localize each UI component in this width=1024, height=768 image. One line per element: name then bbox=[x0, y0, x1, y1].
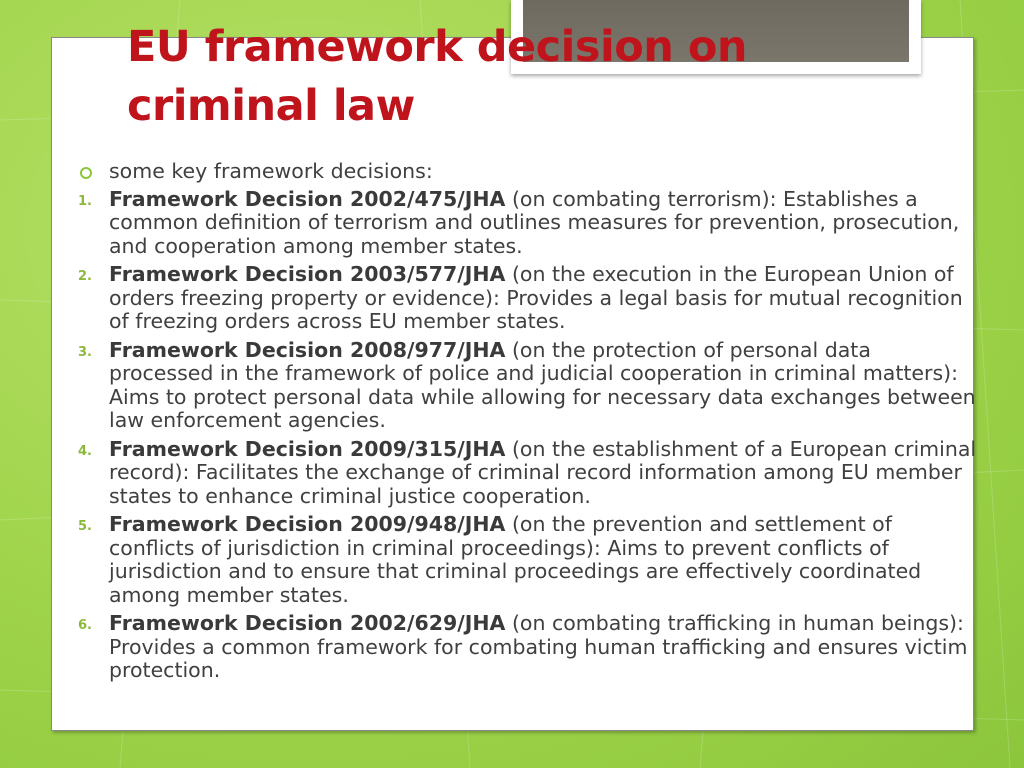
list-item bbox=[78, 513, 978, 607]
intro-bullet bbox=[78, 160, 978, 184]
decision-description: (on combating terrorism): Establishes a common definition of terrorism and outlines measures for prevention, prosecution, and cooperation among member states. bbox=[109, 186, 960, 258]
slide-title: EU framework decision on criminal law bbox=[127, 22, 747, 131]
list-item bbox=[78, 612, 978, 683]
decision-code: Framework Decision 2002/475/JHA bbox=[109, 186, 506, 211]
list-item bbox=[78, 438, 978, 509]
list-item-number: 4. bbox=[78, 443, 92, 459]
decision-code: Framework Decision 2008/977/JHA bbox=[109, 337, 506, 362]
slide-body bbox=[78, 160, 978, 688]
list-item-number: 1. bbox=[78, 193, 92, 209]
decision-description: (on the prevention and settlement of conflicts of jurisdiction in criminal proceedings): Aims to prevent conflicts of jurisdiction and to ensure that criminal proceedings are effectively coordinated among member states. bbox=[109, 512, 922, 607]
list-item-number: 3. bbox=[78, 344, 92, 360]
decision-code: Framework Decision 2003/577/JHA bbox=[109, 262, 506, 286]
ring-bullet-icon bbox=[80, 167, 92, 179]
decision-code: Framework Decision 2009/948/JHA bbox=[109, 512, 506, 536]
decision-description: (on the execution in the European Union of orders freezing property or evidence): Provides a legal basis for mutual recognition of freezing orders across EU member states. bbox=[109, 262, 963, 333]
decision-description: (on combating trafficking in human beings): Provides a common framework for combating human trafficking and ensures victim protection. bbox=[109, 611, 968, 682]
decision-code: Framework Decision 2002/629/JHA bbox=[109, 611, 506, 635]
intro-text: some key framework decisions: bbox=[109, 159, 433, 183]
list-item-number: 6. bbox=[78, 618, 92, 633]
list-item bbox=[78, 263, 978, 334]
list-item-number: 2. bbox=[78, 269, 92, 284]
list-item bbox=[78, 339, 978, 433]
decision-description: (on the establishment of a European criminal record): Facilitates the exchange of criminal record information among EU member states to enhance criminal justice cooperation. bbox=[109, 436, 977, 508]
list-item bbox=[78, 188, 978, 259]
decision-description: (on the protection of personal data processed in the framework of police and judicial cooperation in criminal matters): Aims to protect personal data while allowing for necessary data exchanges between law enforcement agencies. bbox=[109, 337, 976, 432]
list-item-number: 5. bbox=[78, 519, 92, 534]
decision-code: Framework Decision 2009/315/JHA bbox=[109, 436, 506, 461]
